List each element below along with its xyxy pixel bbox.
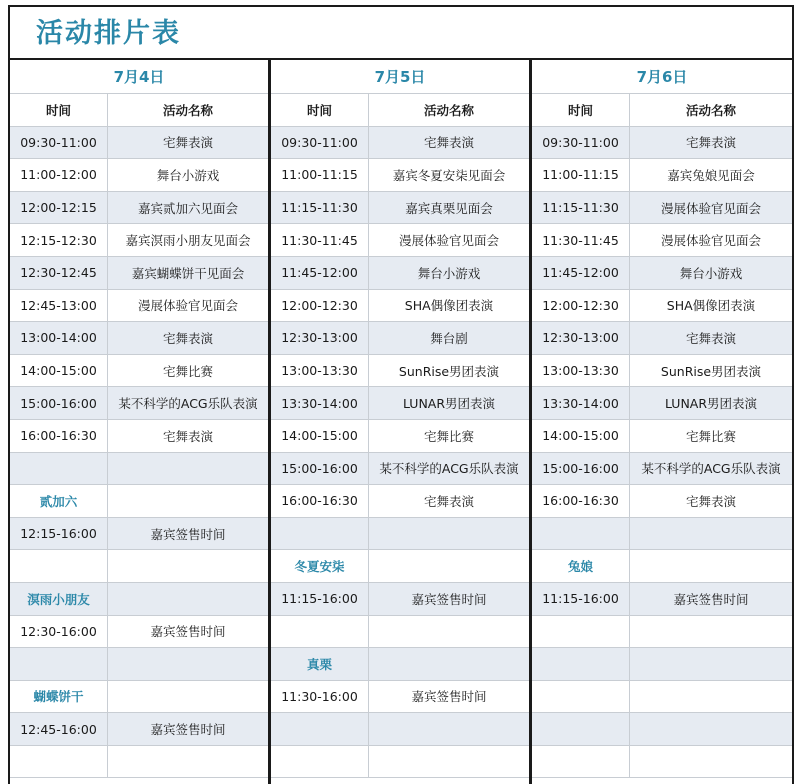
activity-cell: 嘉宾签售时间 <box>411 689 487 705</box>
table-row <box>532 127 792 160</box>
activity-cell: 嘉宾签售时间 <box>673 591 749 607</box>
table-row <box>532 616 792 649</box>
activity-cell <box>630 681 792 713</box>
table-row <box>271 518 529 551</box>
activity-cell: 嘉宾签售时间 <box>150 722 226 738</box>
table-row <box>10 224 268 257</box>
table-row <box>532 518 792 551</box>
time-cell: 12:30-16:00 <box>10 616 108 648</box>
table-row <box>532 453 792 486</box>
activity-cell: 漫展体验官见面会 <box>137 298 238 314</box>
table-row <box>10 453 268 486</box>
column-header-time: 时间 <box>10 94 108 126</box>
guest-section-row <box>10 485 268 518</box>
table-row <box>532 648 792 681</box>
time-cell: 15:00-16:00 <box>10 387 108 419</box>
table-row <box>271 257 529 290</box>
day-column <box>271 60 532 784</box>
activity-cell: 嘉宾贰加六见面会 <box>137 200 238 216</box>
time-cell: 13:30-14:00 <box>532 387 630 419</box>
time-cell: 09:30-11:00 <box>271 127 369 159</box>
guest-name: 蝴蝶饼干 <box>10 681 108 713</box>
time-cell: 09:30-11:00 <box>10 127 108 159</box>
column-header-row <box>271 94 529 127</box>
activity-cell <box>369 550 529 582</box>
activity-cell <box>108 648 268 680</box>
time-cell: 11:15-11:30 <box>271 192 369 224</box>
days-container <box>10 60 792 784</box>
activity-cell: 宅舞表演 <box>685 330 736 346</box>
time-cell: 12:45-16:00 <box>10 713 108 745</box>
column-header-activity: 活动名称 <box>685 102 736 118</box>
time-cell: 12:15-12:30 <box>10 224 108 256</box>
activity-cell <box>630 648 792 680</box>
table-row <box>532 485 792 518</box>
table-row <box>271 713 529 746</box>
table-row <box>10 290 268 323</box>
activity-cell <box>630 518 792 550</box>
time-cell: 11:30-11:45 <box>271 224 369 256</box>
activity-cell <box>108 550 268 582</box>
table-row <box>10 257 268 290</box>
activity-cell: 宅舞表演 <box>423 493 474 509</box>
table-row <box>10 192 268 225</box>
activity-cell <box>108 681 268 713</box>
time-cell <box>271 518 369 550</box>
time-cell: 14:00-15:00 <box>271 420 369 452</box>
activity-cell: 舞台小游戏 <box>679 265 743 281</box>
table-row <box>10 518 268 551</box>
time-cell: 12:00-12:30 <box>271 290 369 322</box>
guest-name: 冬夏安柒 <box>271 550 369 582</box>
time-cell: 11:45-12:00 <box>532 257 630 289</box>
activity-cell <box>630 746 792 778</box>
table-row <box>10 550 268 583</box>
table-row <box>271 159 529 192</box>
activity-cell: 宅舞表演 <box>162 330 213 346</box>
time-cell: 09:30-11:00 <box>532 127 630 159</box>
column-header-activity: 活动名称 <box>162 102 213 118</box>
activity-cell: SunRise男团表演 <box>398 363 500 379</box>
guest-name: 兔娘 <box>532 550 630 582</box>
table-row <box>532 746 792 779</box>
time-cell <box>271 746 369 778</box>
time-cell: 11:15-16:00 <box>271 583 369 615</box>
time-cell: 16:00-16:30 <box>271 485 369 517</box>
activity-cell: 漫展体验官见面会 <box>398 233 499 249</box>
time-cell: 13:00-14:00 <box>10 322 108 354</box>
activity-cell: 嘉宾真栗见面会 <box>405 200 493 216</box>
time-cell: 11:00-11:15 <box>532 159 630 191</box>
table-row <box>10 616 268 649</box>
guest-section-row <box>271 648 529 681</box>
table-row <box>271 485 529 518</box>
day-column <box>532 60 792 784</box>
activity-cell: 嘉宾溟雨小朋友见面会 <box>125 233 251 249</box>
activity-cell: 宅舞表演 <box>423 135 474 151</box>
day-date-header: 7月6日 <box>532 60 792 94</box>
activity-cell: 宅舞比赛 <box>685 428 736 444</box>
table-row <box>271 453 529 486</box>
activity-cell: 嘉宾兔娘见面会 <box>667 167 755 183</box>
column-header-time: 时间 <box>271 94 369 126</box>
time-cell <box>10 746 108 778</box>
table-row <box>271 322 529 355</box>
activity-cell: 某不科学的ACG乐队表演 <box>641 461 781 477</box>
activity-cell <box>369 648 529 680</box>
table-row <box>10 355 268 388</box>
time-cell <box>532 681 630 713</box>
table-row <box>532 713 792 746</box>
time-cell: 13:00-13:30 <box>532 355 630 387</box>
time-cell <box>532 518 630 550</box>
table-row <box>10 322 268 355</box>
activity-cell: 宅舞比赛 <box>162 363 213 379</box>
table-row <box>10 159 268 192</box>
time-cell: 15:00-16:00 <box>271 453 369 485</box>
time-cell <box>532 648 630 680</box>
activity-cell: 宅舞表演 <box>162 428 213 444</box>
table-row <box>271 616 529 649</box>
activity-cell: 嘉宾签售时间 <box>411 591 487 607</box>
time-cell: 13:00-13:30 <box>271 355 369 387</box>
time-cell: 11:00-11:15 <box>271 159 369 191</box>
table-row <box>271 127 529 160</box>
column-header-time: 时间 <box>532 94 630 126</box>
activity-cell: 某不科学的ACG乐队表演 <box>379 461 519 477</box>
table-row <box>10 648 268 681</box>
table-row <box>10 387 268 420</box>
time-cell: 12:00-12:15 <box>10 192 108 224</box>
table-row <box>532 420 792 453</box>
activity-cell: 某不科学的ACG乐队表演 <box>118 396 258 412</box>
table-row <box>271 192 529 225</box>
table-row <box>10 420 268 453</box>
table-row <box>532 192 792 225</box>
time-cell: 16:00-16:30 <box>532 485 630 517</box>
guest-name: 真栗 <box>271 648 369 680</box>
activity-cell: 漫展体验官见面会 <box>660 200 761 216</box>
activity-cell: 嘉宾冬夏安柒见面会 <box>392 167 506 183</box>
activity-cell <box>369 746 529 778</box>
activity-cell: 嘉宾蝴蝶饼干见面会 <box>131 265 245 281</box>
activity-cell: SHA偶像团表演 <box>404 298 494 314</box>
guest-section-row <box>532 550 792 583</box>
time-cell: 13:30-14:00 <box>271 387 369 419</box>
activity-cell: LUNAR男团表演 <box>402 396 496 412</box>
schedule-sheet <box>8 5 794 784</box>
time-cell <box>271 713 369 745</box>
table-row <box>271 420 529 453</box>
time-cell: 12:30-13:00 <box>271 322 369 354</box>
time-cell: 12:00-12:30 <box>532 290 630 322</box>
day-date-header: 7月4日 <box>10 60 268 94</box>
time-cell: 11:45-12:00 <box>271 257 369 289</box>
time-cell <box>10 453 108 485</box>
table-row <box>271 290 529 323</box>
table-row <box>532 257 792 290</box>
table-row <box>532 681 792 714</box>
table-row <box>271 681 529 714</box>
activity-cell: 宅舞表演 <box>162 135 213 151</box>
guest-name: 溟雨小朋友 <box>10 583 108 615</box>
time-cell: 11:15-11:30 <box>532 192 630 224</box>
activity-cell <box>369 518 529 550</box>
time-cell: 14:00-15:00 <box>10 355 108 387</box>
time-cell <box>10 550 108 582</box>
day-column <box>10 60 271 784</box>
time-cell <box>271 616 369 648</box>
table-row <box>532 355 792 388</box>
activity-cell: 宅舞表演 <box>685 135 736 151</box>
time-cell: 12:30-13:00 <box>532 322 630 354</box>
table-row <box>532 159 792 192</box>
guest-section-row <box>10 681 268 714</box>
activity-cell <box>630 616 792 648</box>
table-row <box>532 290 792 323</box>
table-row <box>10 713 268 746</box>
time-cell: 12:45-13:00 <box>10 290 108 322</box>
table-row <box>10 127 268 160</box>
time-cell: 11:30-11:45 <box>532 224 630 256</box>
time-cell: 11:30-16:00 <box>271 681 369 713</box>
activity-cell: 舞台小游戏 <box>417 265 481 281</box>
guest-section-row <box>271 550 529 583</box>
time-cell <box>10 648 108 680</box>
activity-cell <box>108 746 268 778</box>
time-cell: 14:00-15:00 <box>532 420 630 452</box>
activity-cell: 舞台剧 <box>430 330 468 346</box>
column-header-row <box>532 94 792 127</box>
guest-name: 贰加六 <box>10 485 108 517</box>
activity-cell <box>108 583 268 615</box>
activity-cell: SunRise男团表演 <box>660 363 762 379</box>
activity-cell: 舞台小游戏 <box>156 167 220 183</box>
time-cell: 12:15-16:00 <box>10 518 108 550</box>
page-title: 活动排片表 <box>10 7 792 60</box>
time-cell: 11:00-12:00 <box>10 159 108 191</box>
activity-cell: 嘉宾签售时间 <box>150 526 226 542</box>
activity-cell: 宅舞比赛 <box>423 428 474 444</box>
guest-section-row <box>10 583 268 616</box>
day-date-header: 7月5日 <box>271 60 529 94</box>
activity-cell <box>630 550 792 582</box>
time-cell <box>532 746 630 778</box>
table-row <box>271 355 529 388</box>
time-cell: 12:30-12:45 <box>10 257 108 289</box>
table-row <box>532 387 792 420</box>
activity-cell <box>630 713 792 745</box>
table-row <box>10 746 268 779</box>
column-header-activity: 活动名称 <box>423 102 474 118</box>
table-row <box>271 583 529 616</box>
table-row <box>532 583 792 616</box>
time-cell <box>532 713 630 745</box>
table-row <box>532 224 792 257</box>
activity-cell: SHA偶像团表演 <box>666 298 756 314</box>
table-row <box>271 224 529 257</box>
activity-cell: LUNAR男团表演 <box>664 396 758 412</box>
column-header-row <box>10 94 268 127</box>
time-cell <box>532 616 630 648</box>
table-row <box>271 746 529 779</box>
time-cell: 11:15-16:00 <box>532 583 630 615</box>
activity-cell: 嘉宾签售时间 <box>150 624 226 640</box>
table-row <box>532 322 792 355</box>
time-cell: 15:00-16:00 <box>532 453 630 485</box>
activity-cell <box>108 453 268 485</box>
activity-cell <box>369 616 529 648</box>
activity-cell <box>369 713 529 745</box>
time-cell: 16:00-16:30 <box>10 420 108 452</box>
activity-cell: 漫展体验官见面会 <box>660 233 761 249</box>
table-row <box>271 387 529 420</box>
activity-cell: 宅舞表演 <box>685 493 736 509</box>
activity-cell <box>108 485 268 517</box>
